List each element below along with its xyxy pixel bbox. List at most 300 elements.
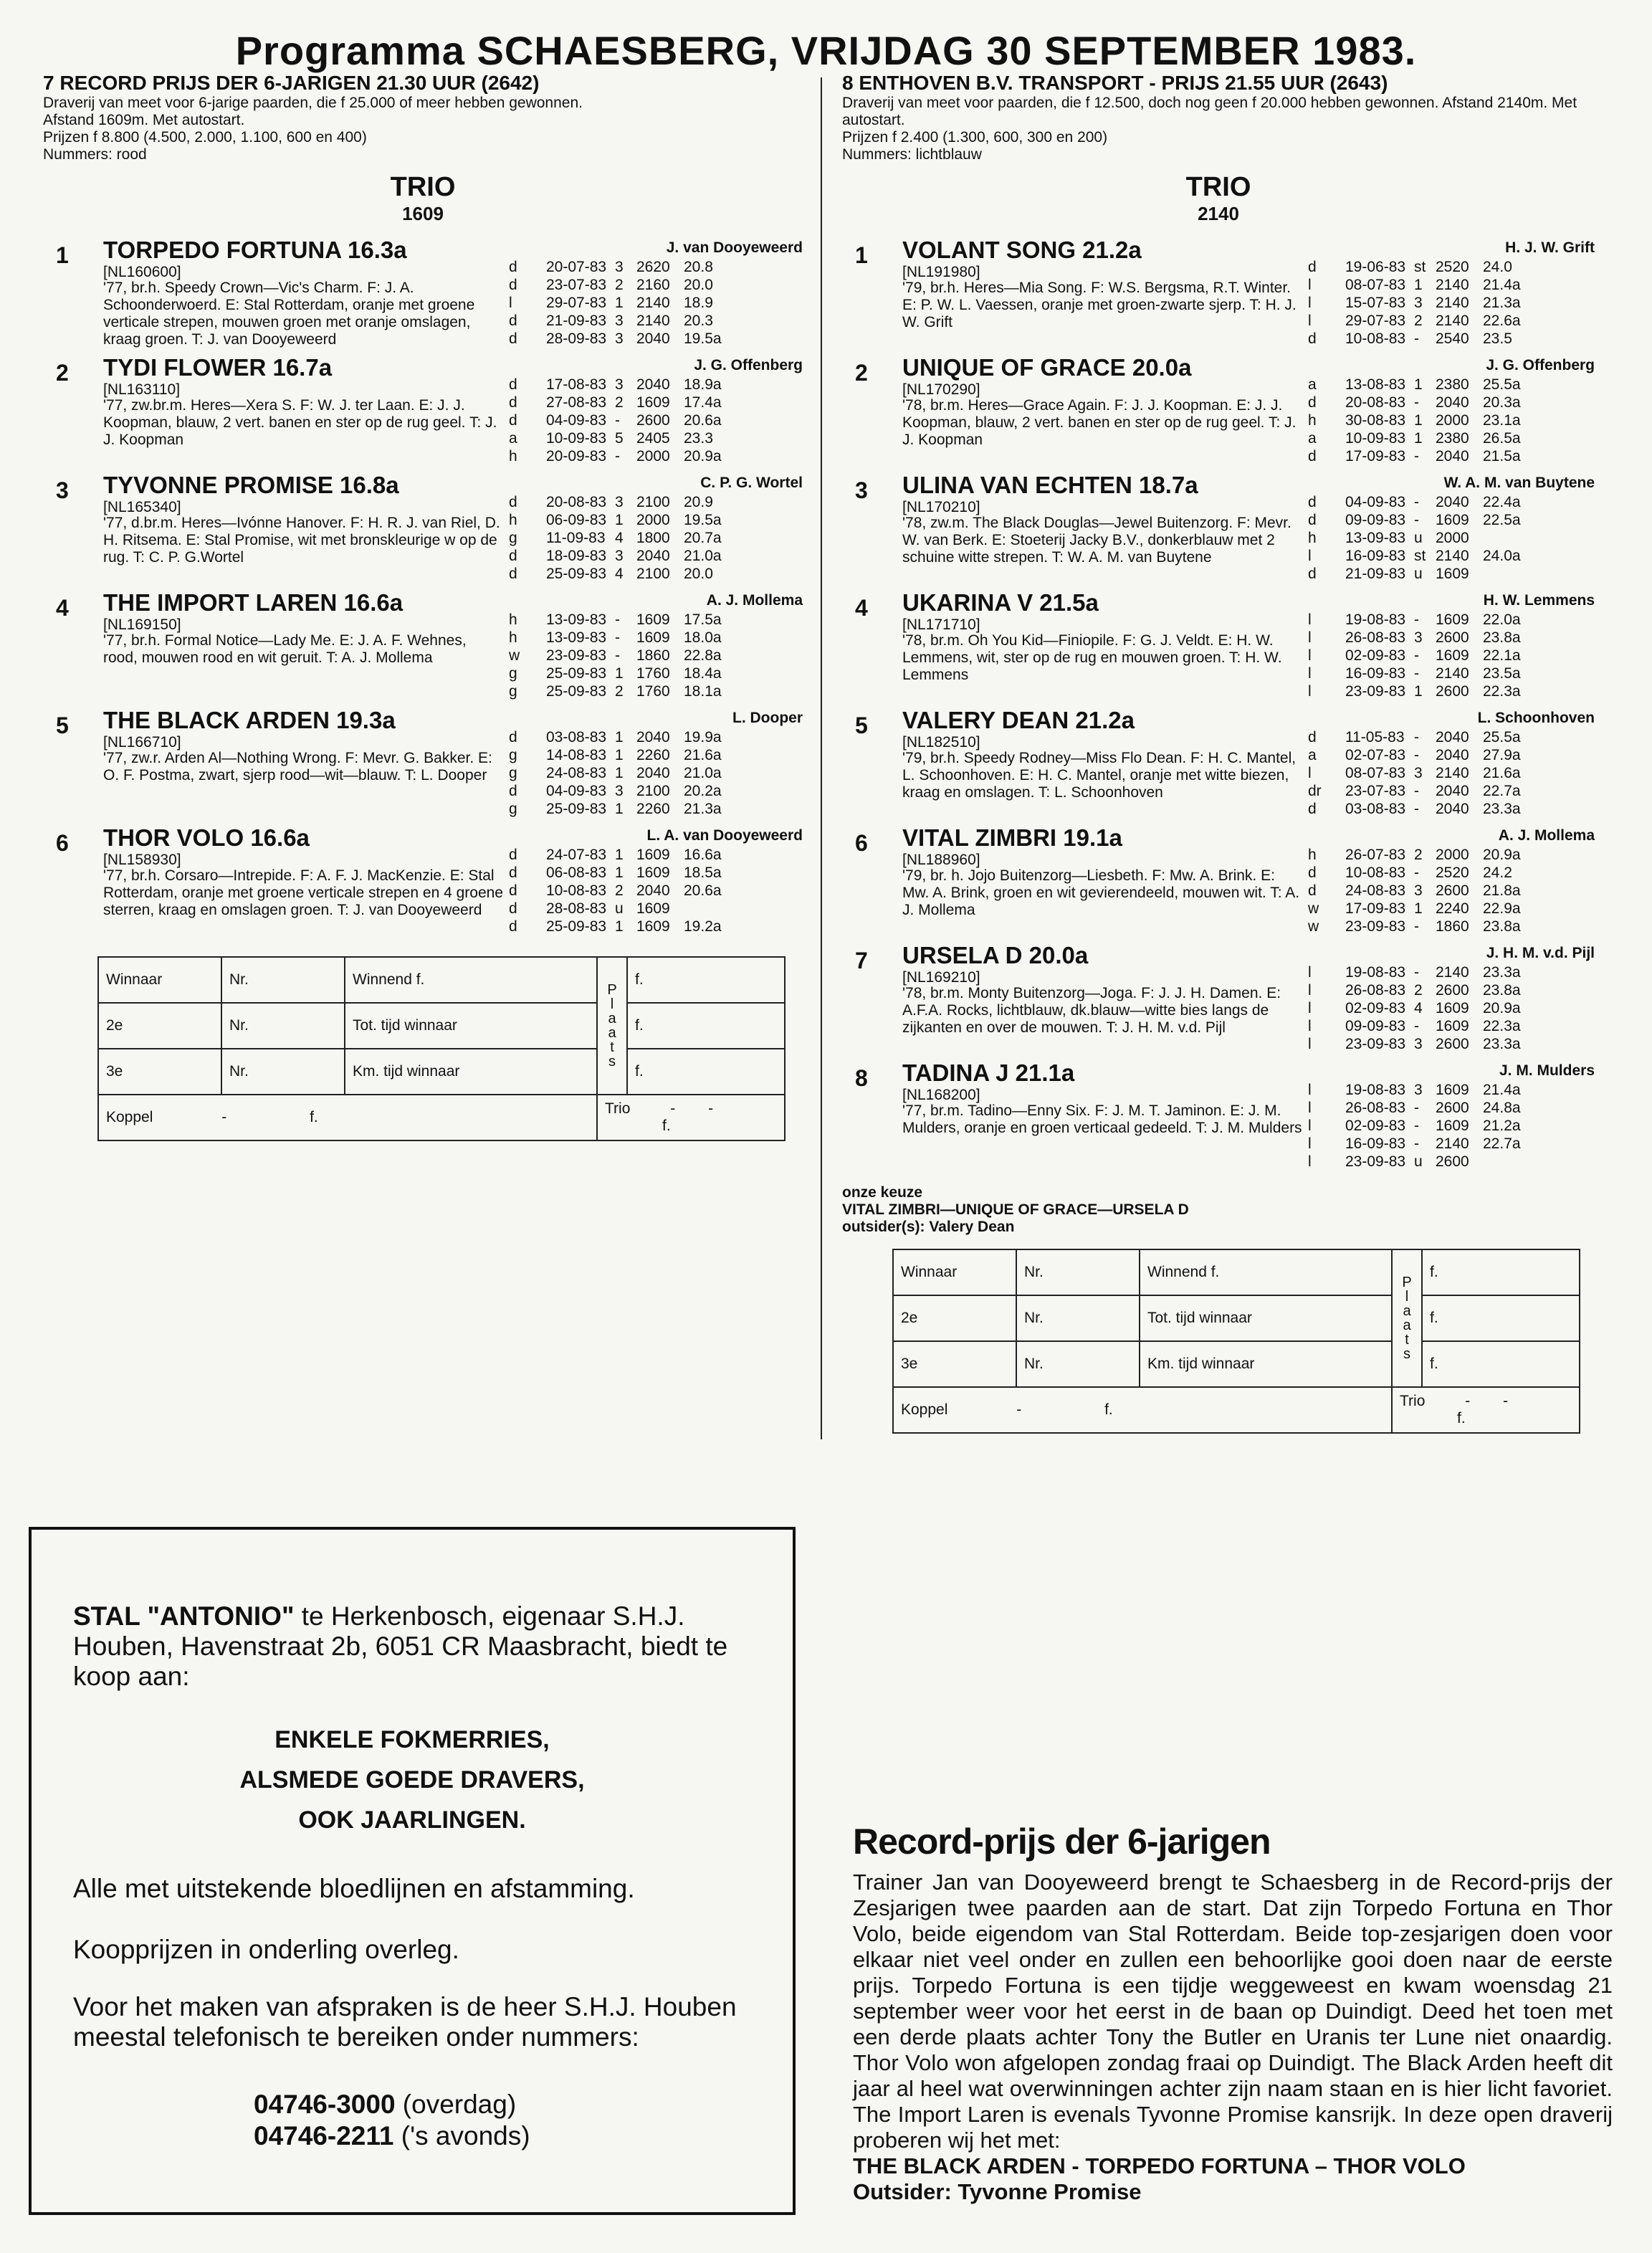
track-code: d — [1308, 448, 1317, 465]
performance-row — [509, 647, 735, 665]
second-label: 2e — [98, 1003, 221, 1049]
race-time: 25.5a — [1483, 376, 1521, 393]
finish-place: - — [1414, 964, 1419, 981]
race-distance: 2000 — [1436, 847, 1469, 863]
ad-offer-line: OOK JAARLINGEN. — [298, 1806, 526, 1834]
race-time: 22.0a — [1483, 611, 1521, 628]
performance-row — [509, 565, 735, 583]
race-distance: 1609 — [1436, 611, 1469, 628]
horse-name: URSELA D 20.0a — [902, 942, 1089, 968]
track-code: d — [1308, 729, 1317, 746]
track-code: d — [509, 918, 517, 935]
track-code: l — [1308, 1153, 1312, 1170]
finish-place: - — [1414, 1118, 1419, 1134]
race-date: 19-08-83 — [1345, 1082, 1406, 1098]
track-code: g — [509, 530, 517, 546]
finish-place: 1 — [615, 801, 624, 817]
finish-place: 1 — [1414, 412, 1423, 429]
finish-place: - — [1414, 330, 1419, 347]
track-code: l — [1308, 313, 1312, 329]
horse-description: '79, br.h. Heres—Mia Song. F: W.S. Bergsma, R.T. Winter. E: P. W. L. Vaessen, oranje met groen-zwarte sjerp. T: H. J. W. Grift — [902, 280, 1297, 330]
choice-outsider: outsider(s): Valery Dean — [842, 1219, 1015, 1235]
race-time: 21.6a — [1483, 765, 1521, 781]
race-time: 20.7a — [684, 530, 722, 546]
track-code: d — [509, 783, 517, 799]
race-distance: 2000 — [636, 512, 670, 528]
race-distance: 2140 — [1436, 313, 1469, 329]
horse-performances — [509, 728, 735, 818]
track-code: a — [509, 430, 517, 447]
horse-performances — [509, 376, 735, 465]
performance-row — [509, 376, 735, 394]
performance-row — [1308, 258, 1534, 276]
horse-number: 4 — [56, 595, 69, 621]
finish-place: 4 — [1414, 1000, 1423, 1016]
horse-number: 8 — [855, 1065, 868, 1091]
finish-place: 1 — [615, 918, 624, 935]
track-code: g — [509, 765, 517, 781]
article-body: Trainer Jan van Dooyeweerd brengt te Schaesberg in de Record-prijs der Zesjarigen twee paarden aan de start. Dat zijn Torpedo Fortuna en Thor Volo, beide eigendom van Stal Rotterdam. Beide top-zesjarigen doen voor elkaar niet veel onder en zullen een behoorlijke gooi doen naar de eerste prijs. Torpedo Fortuna is een tijdje weggeweest en kwam woensdag 21 september weer voor het eerst in de baan op Duindigt. Deed het toen met een derde plaats achter Tony the Butler en Uranis ter Lune niet onaardig. Thor Volo won afgelopen zondag fraai op Duindigt. The Black Arden heeft dit jaar al heel wat overwinningen achter zijn naam staan en is hier licht favoriet. The Import Laren is evenals Tyvonne Promise kansrijk. In deze open draverij proberen wij het met: — [853, 1869, 1613, 2153]
race-distance: 1609 — [1436, 566, 1469, 582]
horse-entry — [842, 237, 1595, 354]
f-label: f. — [1457, 1410, 1466, 1426]
track-code: l — [1308, 548, 1312, 564]
finish-place: 3 — [615, 330, 624, 347]
race-date: 20-09-83 — [546, 448, 607, 465]
horse-description: '77, br.h. Formal Notice—Lady Me. E: J. A. F. Wehnes, rood, mouwen rood en wit geruit. T: A. J. Mollema — [103, 632, 467, 666]
race-distance: 1609 — [1436, 1000, 1469, 1016]
dash: - — [221, 1109, 227, 1125]
race-distance: 1609 — [636, 611, 670, 628]
race-distance: 1860 — [1436, 918, 1469, 935]
horse-entry — [43, 824, 803, 942]
performance-row — [509, 411, 735, 429]
track-code: h — [509, 611, 517, 628]
race-distance: 1760 — [636, 683, 670, 700]
race-distance: 2040 — [1436, 783, 1469, 799]
f-label: f. — [627, 957, 785, 1003]
track-code: l — [1308, 277, 1312, 293]
horse-trainer: W. A. M. van Buytene — [1443, 475, 1595, 491]
track-code: d — [509, 394, 517, 411]
race-distance: 2600 — [1436, 1153, 1469, 1170]
race-date: 23-09-83 — [1345, 1153, 1406, 1170]
race-time: 21.4a — [1483, 1082, 1521, 1098]
race-time — [1483, 565, 1534, 583]
track-code: d — [509, 882, 517, 899]
finish-place: 3 — [1414, 1036, 1423, 1052]
page-title: Programma SCHAESBERG, VRIJDAG 30 SEPTEMBER 1983. — [235, 28, 1417, 73]
finish-place: 2 — [1414, 847, 1423, 863]
horse-registration: [NL171710] — [902, 616, 980, 633]
nr-label: Nr. — [221, 1049, 345, 1095]
finish-place: st — [1414, 548, 1426, 564]
finish-place: - — [615, 448, 620, 465]
race-time: 20.3 — [684, 313, 713, 329]
race-time: 18.5a — [684, 864, 722, 881]
ad-paragraph: Alle met uitstekende bloedlijnen en afstamming. — [73, 1874, 635, 1903]
performance-row — [1308, 963, 1534, 981]
horse-registration: [NL158930] — [103, 852, 181, 868]
race-time: 24.0a — [1483, 548, 1521, 564]
race-time: 24.0 — [1483, 259, 1512, 275]
race-distance: 2540 — [1436, 330, 1469, 347]
race-distance: 2040 — [636, 882, 670, 899]
race-distance: 2600 — [1436, 982, 1469, 999]
horse-trainer: H. J. W. Grift — [1505, 239, 1595, 256]
horse-entry — [43, 237, 803, 354]
horse-name: VOLANT SONG 21.2a — [902, 237, 1142, 263]
horse-number: 2 — [855, 360, 868, 386]
race-date: 20-08-83 — [546, 494, 607, 510]
track-code: l — [1308, 295, 1312, 311]
race-date: 18-09-83 — [546, 548, 607, 564]
ad-intro-text: te Herkenbosch, eigenaar S.H.J. Houben, Havenstraat 2b, 6051 CR Maasbracht, biedt te koop aan: — [73, 1601, 728, 1691]
horse-list — [842, 237, 1595, 1177]
horse-name: THOR VOLO 16.6a — [103, 824, 310, 851]
race-time: 18.9a — [684, 376, 722, 393]
race-date: 04-09-83 — [546, 783, 607, 799]
race-distance: 2405 — [636, 430, 670, 447]
ad-offer-line: ALSMEDE GOEDE DRAVERS, — [239, 1766, 585, 1794]
horse-description: '78, br.m. Oh You Kid—Finiopile. F: G. J. Veldt. E: H. W. Lemmens, wit, ster op de rug en mouwen groen. T: H. W. Lemmens — [902, 632, 1282, 683]
track-code: d — [1308, 394, 1317, 411]
performance-row — [1308, 1081, 1534, 1099]
finish-place: u — [615, 900, 624, 917]
horse-description: '79, br.h. Speedy Rodney—Miss Flo Dean. F: H. C. Mantel, L. Schoonhoven. E: H. C. Mantel, oranje met witte biezen, kraag en omslagen. T: L. Schoonhoven — [902, 750, 1297, 801]
horse-number: 6 — [855, 830, 868, 856]
phone-number: 04746-3000 — [254, 2090, 396, 2119]
finish-place: - — [1414, 1018, 1419, 1034]
race-time: 23.1a — [1483, 412, 1521, 429]
third-label: 3e — [98, 1049, 221, 1095]
track-code: d — [1308, 330, 1317, 347]
race-date: 16-09-83 — [1345, 548, 1406, 564]
track-code: h — [509, 629, 517, 646]
horse-performances — [1308, 728, 1534, 818]
trio-row-label: Trio — [605, 1100, 631, 1117]
track-code: d — [1308, 864, 1317, 881]
race-time: 21.3a — [684, 801, 722, 817]
race-time: 23.3a — [1483, 964, 1521, 981]
track-code: w — [509, 647, 520, 664]
race-date: 20-07-83 — [546, 259, 607, 275]
race-distance: 2260 — [636, 801, 670, 817]
race-time: 23.3 — [684, 430, 713, 447]
race-time: 20.8 — [684, 259, 713, 275]
race-distance: 2040 — [1436, 729, 1469, 746]
race-time: 22.4a — [1483, 494, 1521, 510]
km-time-label: Km. tijd winnaar — [345, 1049, 597, 1095]
race-distance: 2040 — [1436, 801, 1469, 817]
race-time: 20.3a — [1483, 394, 1521, 411]
race-date: 13-08-83 — [1345, 376, 1406, 393]
performance-row — [1308, 429, 1534, 447]
horse-entry — [43, 589, 803, 707]
race-distance: 2040 — [1436, 448, 1469, 465]
race-distance: 2620 — [636, 259, 670, 275]
finish-place: - — [1414, 611, 1419, 628]
finish-place: - — [615, 647, 620, 664]
horse-registration: [NL188960] — [902, 852, 980, 868]
track-code: l — [1308, 629, 1312, 646]
race-time: 23.3a — [1483, 801, 1521, 817]
advertisement-box — [29, 1527, 796, 2215]
performance-row — [1308, 764, 1534, 782]
track-code: l — [1308, 1135, 1312, 1152]
horse-trainer: A. J. Mollema — [1498, 827, 1595, 844]
horse-description: '77, zw.br.m. Heres—Xera S. F: W. J. ter Laan. E: J. J. Koopman, blauw, 2 vert. banen en ster op de rug geel. T: J. J. Koopman — [103, 397, 497, 448]
track-code: l — [1308, 1018, 1312, 1034]
performance-row — [509, 394, 735, 411]
finish-place: - — [1414, 647, 1419, 664]
performance-row — [1308, 1035, 1534, 1053]
horse-registration: [NL163110] — [103, 381, 181, 398]
race-date: 13-09-83 — [546, 629, 607, 646]
performance-row — [509, 764, 735, 782]
horse-entry — [842, 824, 1595, 942]
horse-number: 7 — [855, 948, 868, 973]
dash: - — [1016, 1401, 1022, 1418]
race-time: 19.2a — [684, 918, 722, 935]
race-time — [684, 900, 735, 918]
horse-performances — [1308, 963, 1534, 1053]
winner-label: Winnaar — [893, 1249, 1016, 1295]
race-time: 23.8a — [1483, 918, 1521, 935]
race-distance: 2600 — [636, 412, 670, 429]
ad-phone-numbers — [254, 2089, 530, 2152]
race-distance: 2240 — [1436, 900, 1469, 917]
finish-place: u — [1414, 530, 1423, 546]
horse-name: THE BLACK ARDEN 19.3a — [103, 707, 396, 733]
total-time-label: Tot. tijd winnaar — [1140, 1295, 1392, 1341]
race-distance: 2600 — [1436, 629, 1469, 646]
performance-row — [1308, 782, 1534, 800]
race-description — [43, 95, 803, 163]
dash: - — [1503, 1393, 1509, 1409]
horse-performances — [509, 493, 735, 583]
race-desc-line: Prijzen f 2.400 (1.300, 600, 300 en 200) — [842, 129, 1108, 146]
performance-row — [509, 258, 735, 276]
race-header: 7 RECORD PRIJS DER 6-JARIGEN 21.30 UUR (2642) — [43, 72, 540, 94]
track-code: l — [1308, 647, 1312, 664]
finish-place: u — [1414, 1153, 1423, 1170]
finish-place: 1 — [1414, 376, 1423, 393]
race-distance: 1609 — [636, 918, 670, 935]
race-time: 17.5a — [684, 611, 722, 628]
track-code: d — [509, 313, 517, 329]
horse-trainer: J. van Dooyeweerd — [666, 239, 803, 256]
race-time: 19.9a — [684, 729, 722, 746]
race-distance: 2520 — [1436, 864, 1469, 881]
race-date: 26-08-83 — [1345, 982, 1406, 999]
performance-row — [1308, 1017, 1534, 1035]
race-date: 29-07-83 — [1345, 313, 1406, 329]
race-date: 19-06-83 — [1345, 259, 1406, 275]
race-date: 10-08-83 — [546, 882, 607, 899]
race-distance: 2140 — [1436, 964, 1469, 981]
race-desc-line: Prijzen f 8.800 (4.500, 2.000, 1.100, 600 en 400) — [43, 129, 367, 146]
finish-place: 2 — [615, 394, 624, 411]
race-date: 23-09-83 — [1345, 683, 1406, 700]
track-code: d — [1308, 566, 1317, 582]
race-date: 26-07-83 — [1345, 847, 1406, 863]
race-time: 20.6a — [684, 412, 722, 429]
f-label: f. — [1422, 1295, 1580, 1341]
race-desc-line: Nummers: rood — [43, 146, 147, 163]
horse-entry — [43, 354, 803, 472]
horse-performances — [509, 258, 735, 348]
race-time: 18.9 — [684, 295, 713, 311]
track-code: w — [1308, 918, 1319, 935]
track-code: l — [509, 295, 512, 311]
performance-row — [1308, 800, 1534, 818]
winning-label: Winnend f. — [1140, 1249, 1392, 1295]
track-code: g — [509, 747, 517, 763]
race-date: 13-09-83 — [546, 611, 607, 628]
performance-row — [1308, 900, 1534, 918]
track-code: d — [509, 259, 517, 275]
km-time-label: Km. tijd winnaar — [1140, 1341, 1392, 1387]
performance-row — [509, 429, 735, 447]
race-time: 22.7a — [1483, 1135, 1521, 1152]
performance-row — [1308, 746, 1534, 764]
race-time: 23.3a — [1483, 1036, 1521, 1052]
performance-row — [1308, 394, 1534, 411]
our-choice — [842, 1184, 1595, 1236]
f-label: f. — [1104, 1401, 1113, 1418]
race-date: 23-09-83 — [1345, 1036, 1406, 1052]
race-time: 25.5a — [1483, 729, 1521, 746]
winner-label: Winnaar — [98, 957, 221, 1003]
result-table — [97, 956, 786, 1141]
horse-trainer: J. M. Mulders — [1499, 1062, 1595, 1079]
track-code: h — [1308, 847, 1317, 863]
race-time: 23.5 — [1483, 330, 1512, 347]
plaats-vertical-text: P l a a t s — [1402, 1275, 1412, 1362]
race-distance: 2100 — [636, 783, 670, 799]
track-code: h — [509, 448, 517, 465]
performance-row — [1308, 846, 1534, 864]
finish-place: - — [1414, 864, 1419, 881]
horse-name: THE IMPORT LAREN 16.6a — [103, 589, 404, 616]
race-distance: 2140 — [1436, 1135, 1469, 1152]
race-distance: 2140 — [636, 313, 670, 329]
track-code: d — [509, 376, 517, 393]
ad-offer — [32, 1720, 793, 1840]
finish-place: 3 — [615, 548, 624, 564]
horse-performances — [1308, 376, 1534, 465]
trio-distance: 1609 — [402, 203, 444, 224]
race-distance: 2040 — [636, 765, 670, 781]
race-date: 10-09-83 — [1345, 430, 1406, 447]
race-description — [842, 95, 1595, 163]
finish-place: 1 — [615, 512, 624, 528]
finish-place: 1 — [1414, 683, 1423, 700]
track-code: l — [1308, 1118, 1312, 1134]
track-code: l — [1308, 1082, 1312, 1098]
horse-name: ULINA VAN ECHTEN 18.7a — [902, 472, 1198, 498]
nr-label: Nr. — [221, 1003, 345, 1049]
finish-place: - — [1414, 494, 1419, 510]
race-time: 21.5a — [1483, 448, 1521, 465]
performance-row — [509, 330, 735, 348]
ad-stable-name: STAL "ANTONIO" — [73, 1601, 295, 1631]
race-date: 06-08-83 — [546, 864, 607, 881]
horse-number: 2 — [56, 360, 69, 386]
race-date: 25-09-83 — [546, 683, 607, 700]
finish-place: 3 — [615, 259, 624, 275]
performance-row — [1308, 565, 1534, 583]
horse-name: VITAL ZIMBRI 19.1a — [902, 824, 1122, 851]
finish-place: 3 — [1414, 1082, 1423, 1098]
finish-place: - — [1414, 918, 1419, 935]
performance-row — [509, 665, 735, 682]
race-desc-line: Draverij van meet voor 6-jarige paarden, die f 25.000 of meer hebben gewonnen. — [43, 95, 583, 111]
horse-name: UKARINA V 21.5a — [902, 589, 1099, 616]
performance-row — [1308, 547, 1534, 565]
race-time: 23.8a — [1483, 629, 1521, 646]
horse-entry — [842, 354, 1595, 472]
race-date: 19-08-83 — [1345, 611, 1406, 628]
f-label: f. — [627, 1003, 785, 1049]
track-code: l — [1308, 665, 1312, 682]
ad-intro — [73, 1601, 761, 1692]
f-label: f. — [1422, 1341, 1580, 1387]
race-distance: 1609 — [636, 629, 670, 646]
horse-registration: [NL160600] — [103, 264, 181, 280]
horse-entry — [43, 707, 803, 824]
race-distance: 1609 — [636, 864, 670, 881]
finish-place: 3 — [615, 494, 624, 510]
performance-row — [509, 846, 735, 864]
track-code: d — [509, 847, 517, 863]
nr-label: Nr. — [1016, 1249, 1140, 1295]
f-label: f. — [662, 1118, 671, 1134]
track-code: d — [509, 566, 517, 582]
race-date: 15-07-83 — [1345, 295, 1406, 311]
performance-row — [1308, 981, 1534, 999]
race-time: 16.6a — [684, 847, 722, 863]
track-code: g — [509, 801, 517, 817]
performance-row — [1308, 999, 1534, 1017]
race-time: 22.7a — [1483, 783, 1521, 799]
race-date: 03-08-83 — [546, 729, 607, 746]
race-distance: 2140 — [1436, 295, 1469, 311]
performance-row — [1308, 493, 1534, 511]
race-time: 23.5a — [1483, 665, 1521, 682]
race-date: 17-09-83 — [1345, 900, 1406, 917]
performance-row — [1308, 447, 1534, 465]
finish-place: st — [1414, 259, 1426, 275]
choice-label: onze keuze — [842, 1184, 923, 1201]
race-date: 09-09-83 — [1345, 1018, 1406, 1034]
race-distance: 2140 — [1436, 277, 1469, 293]
track-code: l — [1308, 611, 1312, 628]
article-title: Record-prijs der 6-jarigen — [853, 1821, 1271, 1862]
performance-row — [1308, 728, 1534, 746]
track-code: d — [1308, 882, 1317, 899]
race-time: 20.2a — [684, 783, 722, 799]
finish-place: - — [1414, 1100, 1419, 1116]
race-distance: 2000 — [636, 448, 670, 465]
koppel-row — [98, 1095, 597, 1140]
race-desc-line: Nummers: lichtblauw — [842, 146, 982, 163]
finish-place: - — [1414, 512, 1419, 528]
horse-description: '78, zw.m. The Black Douglas—Jewel Buitenzorg. F: Mevr. W. van Berk. E: Stoeterij Jacky B.V., donkerblauw met 2 schuine witte strepen. T: W. A. M. van Buytene — [902, 515, 1291, 566]
race-time: 21.8a — [1483, 882, 1521, 899]
race-date: 23-07-83 — [1345, 783, 1406, 799]
